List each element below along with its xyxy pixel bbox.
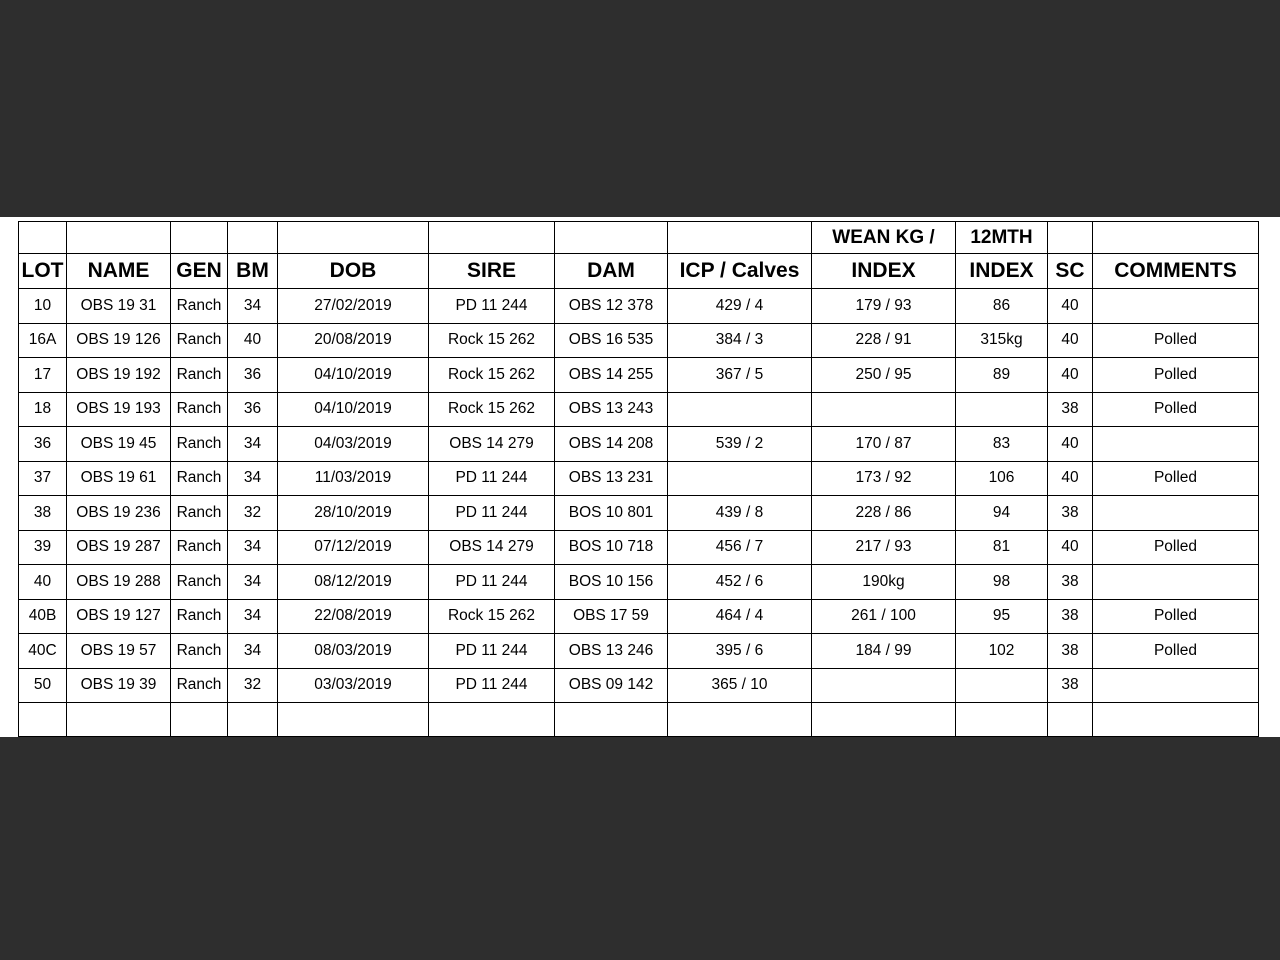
table-row	[19, 461, 1259, 496]
table-row	[19, 289, 1259, 324]
cell-lot: 37	[19, 461, 67, 496]
cell-name: OBS 19 127	[67, 599, 171, 634]
cell-lot: 40C	[19, 634, 67, 669]
cell-lot: 38	[19, 496, 67, 531]
cell-gen: Ranch	[171, 461, 228, 496]
cell-sc: 38	[1048, 496, 1093, 531]
cell-wean-index: 228 / 91	[812, 323, 956, 358]
blank-cell-12mth	[956, 703, 1048, 737]
cell-wean-index: 170 / 87	[812, 427, 956, 462]
cell-name: OBS 19 57	[67, 634, 171, 669]
cell-name: OBS 19 61	[67, 461, 171, 496]
cell-12mth-index: 89	[956, 358, 1048, 393]
cell-name: OBS 19 236	[67, 496, 171, 531]
cell-gen: Ranch	[171, 289, 228, 324]
cell-12mth-index: 315kg	[956, 323, 1048, 358]
blank-cell-wean	[812, 703, 956, 737]
cell-lot: 36	[19, 427, 67, 462]
cell-12mth-index: 83	[956, 427, 1048, 462]
cell-dam: BOS 10 801	[555, 496, 668, 531]
group-cell-comments	[1093, 222, 1259, 254]
cell-dob: 07/12/2019	[278, 530, 429, 565]
cell-comments: Polled	[1093, 599, 1259, 634]
table-row-blank	[19, 703, 1259, 737]
cell-sire: PD 11 244	[429, 289, 555, 324]
cell-lot: 40B	[19, 599, 67, 634]
group-cell-sc	[1048, 222, 1093, 254]
cell-name: OBS 19 287	[67, 530, 171, 565]
cell-bm: 36	[228, 358, 278, 393]
cell-gen: Ranch	[171, 323, 228, 358]
cell-dam: OBS 16 535	[555, 323, 668, 358]
table-row	[19, 496, 1259, 531]
cell-sire: OBS 14 279	[429, 530, 555, 565]
table-row	[19, 668, 1259, 703]
cell-bm: 34	[228, 599, 278, 634]
cell-wean-index: 179 / 93	[812, 289, 956, 324]
cell-sc: 40	[1048, 323, 1093, 358]
blank-cell-dob	[278, 703, 429, 737]
cell-wean-index: 250 / 95	[812, 358, 956, 393]
cell-bm: 34	[228, 530, 278, 565]
cell-sire: Rock 15 262	[429, 358, 555, 393]
cell-gen: Ranch	[171, 358, 228, 393]
cell-bm: 34	[228, 289, 278, 324]
cell-dam: OBS 13 243	[555, 392, 668, 427]
cell-sire: PD 11 244	[429, 668, 555, 703]
cell-comments	[1093, 565, 1259, 600]
group-header-12mth: 12MTH	[956, 222, 1048, 254]
table-body	[19, 222, 1259, 737]
cell-comments: Polled	[1093, 323, 1259, 358]
table-row	[19, 599, 1259, 634]
cell-icp: 539 / 2	[668, 427, 812, 462]
cell-12mth-index: 98	[956, 565, 1048, 600]
cell-name: OBS 19 126	[67, 323, 171, 358]
cell-sire: Rock 15 262	[429, 392, 555, 427]
cell-sire: PD 11 244	[429, 634, 555, 669]
group-header-wean: WEAN KG /	[812, 222, 956, 254]
cell-dam: OBS 13 246	[555, 634, 668, 669]
cell-dob: 04/10/2019	[278, 392, 429, 427]
cell-sc: 40	[1048, 289, 1093, 324]
cell-gen: Ranch	[171, 565, 228, 600]
cell-icp: 384 / 3	[668, 323, 812, 358]
cell-comments	[1093, 496, 1259, 531]
cell-sc: 40	[1048, 530, 1093, 565]
cell-dob: 04/03/2019	[278, 427, 429, 462]
table-row	[19, 427, 1259, 462]
cell-dob: 27/02/2019	[278, 289, 429, 324]
table-row	[19, 530, 1259, 565]
cell-gen: Ranch	[171, 427, 228, 462]
cell-icp: 395 / 6	[668, 634, 812, 669]
cell-name: OBS 19 45	[67, 427, 171, 462]
cell-name: OBS 19 192	[67, 358, 171, 393]
cell-bm: 32	[228, 668, 278, 703]
cell-dam: OBS 17 59	[555, 599, 668, 634]
cell-gen: Ranch	[171, 668, 228, 703]
cell-icp: 439 / 8	[668, 496, 812, 531]
cell-sc: 38	[1048, 599, 1093, 634]
blank-cell-lot	[19, 703, 67, 737]
group-cell-name	[67, 222, 171, 254]
cell-gen: Ranch	[171, 496, 228, 531]
cell-dob: 03/03/2019	[278, 668, 429, 703]
cell-sire: PD 11 244	[429, 496, 555, 531]
cell-icp: 429 / 4	[668, 289, 812, 324]
cell-12mth-index: 86	[956, 289, 1048, 324]
cell-comments: Polled	[1093, 461, 1259, 496]
cell-gen: Ranch	[171, 392, 228, 427]
cell-dam: OBS 14 255	[555, 358, 668, 393]
table-row	[19, 634, 1259, 669]
group-cell-bm	[228, 222, 278, 254]
cell-name: OBS 19 31	[67, 289, 171, 324]
cell-12mth-index: 106	[956, 461, 1048, 496]
cell-lot: 40	[19, 565, 67, 600]
cell-wean-index: 184 / 99	[812, 634, 956, 669]
column-header-12mth-index: INDEX	[956, 254, 1048, 289]
table-row	[19, 358, 1259, 393]
spreadsheet-sheet	[0, 217, 1280, 737]
cell-sc: 38	[1048, 392, 1093, 427]
cell-wean-index	[812, 392, 956, 427]
table-row	[19, 392, 1259, 427]
cell-comments: Polled	[1093, 392, 1259, 427]
blank-cell-name	[67, 703, 171, 737]
cell-12mth-index: 81	[956, 530, 1048, 565]
cell-12mth-index: 95	[956, 599, 1048, 634]
cell-bm: 32	[228, 496, 278, 531]
cell-comments: Polled	[1093, 358, 1259, 393]
cell-lot: 10	[19, 289, 67, 324]
cell-12mth-index	[956, 668, 1048, 703]
column-header-name: NAME	[67, 254, 171, 289]
group-cell-sire	[429, 222, 555, 254]
cell-sire: OBS 14 279	[429, 427, 555, 462]
blank-cell-sire	[429, 703, 555, 737]
cell-wean-index: 217 / 93	[812, 530, 956, 565]
cell-sc: 38	[1048, 565, 1093, 600]
cell-wean-index: 228 / 86	[812, 496, 956, 531]
cell-comments: Polled	[1093, 530, 1259, 565]
cell-dam: OBS 14 208	[555, 427, 668, 462]
column-header-lot: LOT	[19, 254, 67, 289]
cell-comments	[1093, 668, 1259, 703]
table-container	[18, 221, 1260, 737]
group-cell-lot	[19, 222, 67, 254]
column-header-sc: SC	[1048, 254, 1093, 289]
cell-bm: 34	[228, 634, 278, 669]
column-header-icp: ICP / Calves	[668, 254, 812, 289]
cell-icp: 456 / 7	[668, 530, 812, 565]
cell-dob: 08/12/2019	[278, 565, 429, 600]
cell-bm: 34	[228, 461, 278, 496]
blank-cell-gen	[171, 703, 228, 737]
table-row	[19, 323, 1259, 358]
cell-name: OBS 19 39	[67, 668, 171, 703]
cell-sire: Rock 15 262	[429, 323, 555, 358]
cell-dob: 22/08/2019	[278, 599, 429, 634]
cell-wean-index	[812, 668, 956, 703]
cell-bm: 40	[228, 323, 278, 358]
cell-lot: 50	[19, 668, 67, 703]
cell-dob: 04/10/2019	[278, 358, 429, 393]
cell-dam: BOS 10 718	[555, 530, 668, 565]
cell-icp	[668, 392, 812, 427]
column-header-comments: COMMENTS	[1093, 254, 1259, 289]
cell-sc: 38	[1048, 634, 1093, 669]
column-header-dob: DOB	[278, 254, 429, 289]
cell-dob: 20/08/2019	[278, 323, 429, 358]
blank-cell-dam	[555, 703, 668, 737]
column-header-sire: SIRE	[429, 254, 555, 289]
cell-wean-index: 173 / 92	[812, 461, 956, 496]
blank-cell-icp	[668, 703, 812, 737]
column-header-gen: GEN	[171, 254, 228, 289]
cell-icp: 365 / 10	[668, 668, 812, 703]
cell-dob: 11/03/2019	[278, 461, 429, 496]
cell-comments: Polled	[1093, 634, 1259, 669]
cell-lot: 17	[19, 358, 67, 393]
cell-12mth-index	[956, 392, 1048, 427]
cell-sc: 38	[1048, 668, 1093, 703]
cell-icp: 367 / 5	[668, 358, 812, 393]
column-header-dam: DAM	[555, 254, 668, 289]
cell-gen: Ranch	[171, 530, 228, 565]
cell-gen: Ranch	[171, 599, 228, 634]
cell-dam: OBS 09 142	[555, 668, 668, 703]
cell-comments	[1093, 289, 1259, 324]
group-cell-icp	[668, 222, 812, 254]
cell-bm: 34	[228, 427, 278, 462]
cell-icp	[668, 461, 812, 496]
column-header-wean-index: INDEX	[812, 254, 956, 289]
cell-dam: BOS 10 156	[555, 565, 668, 600]
cell-dam: OBS 13 231	[555, 461, 668, 496]
cell-lot: 18	[19, 392, 67, 427]
cell-sire: Rock 15 262	[429, 599, 555, 634]
column-header-bm: BM	[228, 254, 278, 289]
cell-icp: 452 / 6	[668, 565, 812, 600]
column-header-row	[19, 254, 1259, 289]
cell-icp: 464 / 4	[668, 599, 812, 634]
cell-sc: 40	[1048, 461, 1093, 496]
cell-bm: 36	[228, 392, 278, 427]
cell-bm: 34	[228, 565, 278, 600]
group-cell-dob	[278, 222, 429, 254]
cell-sc: 40	[1048, 427, 1093, 462]
cell-12mth-index: 102	[956, 634, 1048, 669]
cell-lot: 39	[19, 530, 67, 565]
blank-cell-comments	[1093, 703, 1259, 737]
cell-lot: 16A	[19, 323, 67, 358]
cell-comments	[1093, 427, 1259, 462]
blank-cell-sc	[1048, 703, 1093, 737]
cell-gen: Ranch	[171, 634, 228, 669]
cell-sc: 40	[1048, 358, 1093, 393]
cell-wean-index: 190kg	[812, 565, 956, 600]
group-header-row	[19, 222, 1259, 254]
cell-name: OBS 19 288	[67, 565, 171, 600]
cell-dam: OBS 12 378	[555, 289, 668, 324]
cell-wean-index: 261 / 100	[812, 599, 956, 634]
table-row	[19, 565, 1259, 600]
cell-dob: 28/10/2019	[278, 496, 429, 531]
cell-sire: PD 11 244	[429, 565, 555, 600]
group-cell-gen	[171, 222, 228, 254]
cell-dob: 08/03/2019	[278, 634, 429, 669]
cattle-listing-table	[18, 221, 1259, 737]
cell-sire: PD 11 244	[429, 461, 555, 496]
cell-name: OBS 19 193	[67, 392, 171, 427]
group-cell-dam	[555, 222, 668, 254]
blank-cell-bm	[228, 703, 278, 737]
cell-12mth-index: 94	[956, 496, 1048, 531]
